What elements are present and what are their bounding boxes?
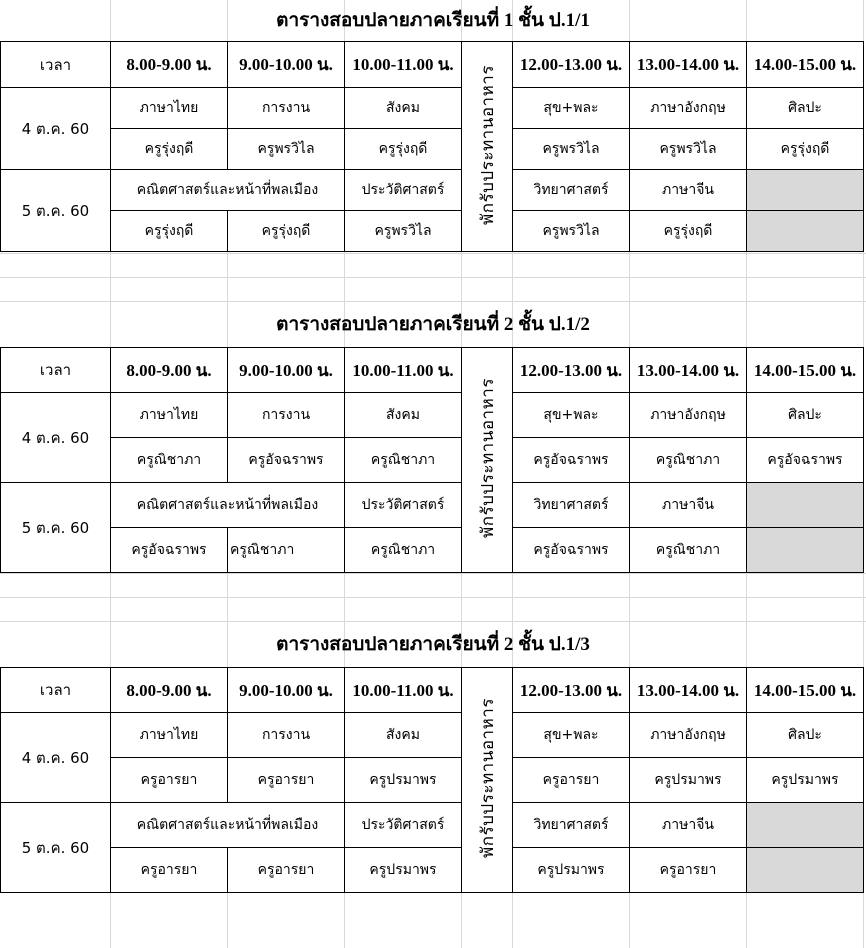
slot-header: 14.00-15.00 น. (747, 42, 864, 88)
day-label: 4 ต.ค. 60 (1, 393, 111, 483)
subject-cell: คณิตศาสตร์และหน้าที่พลเมือง (111, 483, 345, 528)
day-label: 5 ต.ค. 60 (1, 803, 111, 893)
subject-cell: วิทยาศาสตร์ (513, 483, 630, 528)
teacher-cell: ครูรุ่งฤดี (345, 129, 462, 170)
slot-header: 14.00-15.00 น. (747, 348, 864, 393)
schedule-table (0, 41, 864, 252)
teacher-cell: ครูอัจฉราพร (228, 438, 345, 483)
teacher-cell: ครูอัจฉราพร (513, 528, 630, 573)
teacher-cell: ครูอารยา (228, 848, 345, 893)
slot-header: 12.00-13.00 น. (513, 348, 630, 393)
subject-cell: ภาษาอังกฤษ (630, 713, 747, 758)
slot-header: 12.00-13.00 น. (513, 668, 630, 713)
time-header: เวลา (1, 42, 111, 88)
subject-cell: สังคม (345, 88, 462, 129)
teacher-cell: ครูณิชาภา (228, 528, 345, 573)
subject-cell: การงาน (228, 88, 345, 129)
subject-cell: ภาษาไทย (111, 713, 228, 758)
teacher-cell: ครูรุ่งฤดี (747, 129, 864, 170)
teacher-cell: ครูอารยา (111, 758, 228, 803)
teacher-cell: ครูอารยา (111, 848, 228, 893)
slot-header: 10.00-11.00 น. (345, 42, 462, 88)
schedule-title: ตารางสอบปลายภาคเรียนที่ 2 ชั้น ป.1/2 (276, 314, 590, 335)
subject-cell: ประวัติศาสตร์ (345, 483, 462, 528)
teacher-cell: ครูณิชาภา (345, 528, 462, 573)
subject-cell: ภาษาจีน (630, 483, 747, 528)
subject-cell: การงาน (228, 713, 345, 758)
teacher-cell: ครูรุ่งฤดี (630, 211, 747, 252)
subject-cell: สุข+พละ (513, 393, 630, 438)
teacher-cell: ครูพรวิไล (345, 211, 462, 252)
teacher-cell: ครูอัจฉราพร (747, 438, 864, 483)
slot-header: 14.00-15.00 น. (747, 668, 864, 713)
teacher-cell: ครูณิชาภา (345, 438, 462, 483)
lunch-break-cell (462, 668, 513, 893)
empty-cell (747, 803, 864, 848)
teacher-cell: ครูปรมาพร (345, 848, 462, 893)
empty-cell (747, 211, 864, 252)
subject-cell: วิทยาศาสตร์ (513, 170, 630, 211)
schedule-title: ตารางสอบปลายภาคเรียนที่ 1 ชั้น ป.1/1 (276, 10, 590, 31)
time-header: เวลา (1, 348, 111, 393)
slot-header: 8.00-9.00 น. (111, 668, 228, 713)
day-label: 5 ต.ค. 60 (1, 483, 111, 573)
subject-cell: ภาษาจีน (630, 170, 747, 211)
teacher-cell: ครูพรวิไล (513, 211, 630, 252)
slot-header: 9.00-10.00 น. (228, 42, 345, 88)
teacher-cell: ครูพรวิไล (228, 129, 345, 170)
slot-header: 13.00-14.00 น. (630, 348, 747, 393)
empty-cell (747, 483, 864, 528)
teacher-cell: ครูอารยา (228, 758, 345, 803)
slot-header: 13.00-14.00 น. (630, 42, 747, 88)
teacher-cell: ครูณิชาภา (630, 528, 747, 573)
subject-cell: ภาษาไทย (111, 393, 228, 438)
lunch-break-label: พักรับประทานอาหาร (477, 378, 498, 538)
empty-cell (747, 528, 864, 573)
empty-cell (747, 848, 864, 893)
slot-header: 10.00-11.00 น. (345, 668, 462, 713)
time-header: เวลา (1, 668, 111, 713)
slot-header: 8.00-9.00 น. (111, 348, 228, 393)
slot-header: 10.00-11.00 น. (345, 348, 462, 393)
subject-cell: สังคม (345, 393, 462, 438)
subject-cell: ประวัติศาสตร์ (345, 170, 462, 211)
schedule-table (0, 667, 864, 893)
lunch-break-label: พักรับประทานอาหาร (477, 698, 498, 858)
subject-cell: การงาน (228, 393, 345, 438)
teacher-cell: ครูรุ่งฤดี (228, 211, 345, 252)
teacher-cell: ครูปรมาพร (747, 758, 864, 803)
teacher-cell: ครูอารยา (513, 758, 630, 803)
slot-header: 8.00-9.00 น. (111, 42, 228, 88)
slot-header: 9.00-10.00 น. (228, 348, 345, 393)
day-label: 4 ต.ค. 60 (1, 88, 111, 170)
lunch-break-label: พักรับประทานอาหาร (477, 64, 498, 225)
subject-cell: ภาษาไทย (111, 88, 228, 129)
subject-cell: ภาษาอังกฤษ (630, 393, 747, 438)
subject-cell: ภาษาอังกฤษ (630, 88, 747, 129)
teacher-cell: ครูพรวิไล (630, 129, 747, 170)
subject-cell: คณิตศาสตร์และหน้าที่พลเมือง (111, 170, 345, 211)
teacher-cell: ครูปรมาพร (345, 758, 462, 803)
slot-header: 9.00-10.00 น. (228, 668, 345, 713)
teacher-cell: ครูพรวิไล (513, 129, 630, 170)
schedule-table (0, 347, 864, 573)
subject-cell: สังคม (345, 713, 462, 758)
subject-cell: คณิตศาสตร์และหน้าที่พลเมือง (111, 803, 345, 848)
teacher-cell: ครูอัจฉราพร (513, 438, 630, 483)
subject-cell: วิทยาศาสตร์ (513, 803, 630, 848)
teacher-cell: ครูณิชาภา (111, 438, 228, 483)
day-label: 5 ต.ค. 60 (1, 170, 111, 252)
subject-cell: ศิลปะ (747, 713, 864, 758)
subject-cell: ศิลปะ (747, 88, 864, 129)
lunch-break-cell (462, 348, 513, 573)
teacher-cell: ครูรุ่งฤดี (111, 211, 228, 252)
subject-cell: ภาษาจีน (630, 803, 747, 848)
slot-header: 12.00-13.00 น. (513, 42, 630, 88)
day-label: 4 ต.ค. 60 (1, 713, 111, 803)
schedule-title: ตารางสอบปลายภาคเรียนที่ 2 ชั้น ป.1/3 (276, 634, 590, 655)
subject-cell: สุข+พละ (513, 713, 630, 758)
teacher-cell: ครูอารยา (630, 848, 747, 893)
teacher-cell: ครูปรมาพร (513, 848, 630, 893)
teacher-cell: ครูอัจฉราพร (111, 528, 228, 573)
slot-header: 13.00-14.00 น. (630, 668, 747, 713)
subject-cell: ประวัติศาสตร์ (345, 803, 462, 848)
teacher-cell: ครูณิชาภา (630, 438, 747, 483)
lunch-break-cell (462, 42, 513, 252)
teacher-cell: ครูปรมาพร (630, 758, 747, 803)
empty-cell (747, 170, 864, 211)
teacher-cell: ครูรุ่งฤดี (111, 129, 228, 170)
subject-cell: สุข+พละ (513, 88, 630, 129)
subject-cell: ศิลปะ (747, 393, 864, 438)
